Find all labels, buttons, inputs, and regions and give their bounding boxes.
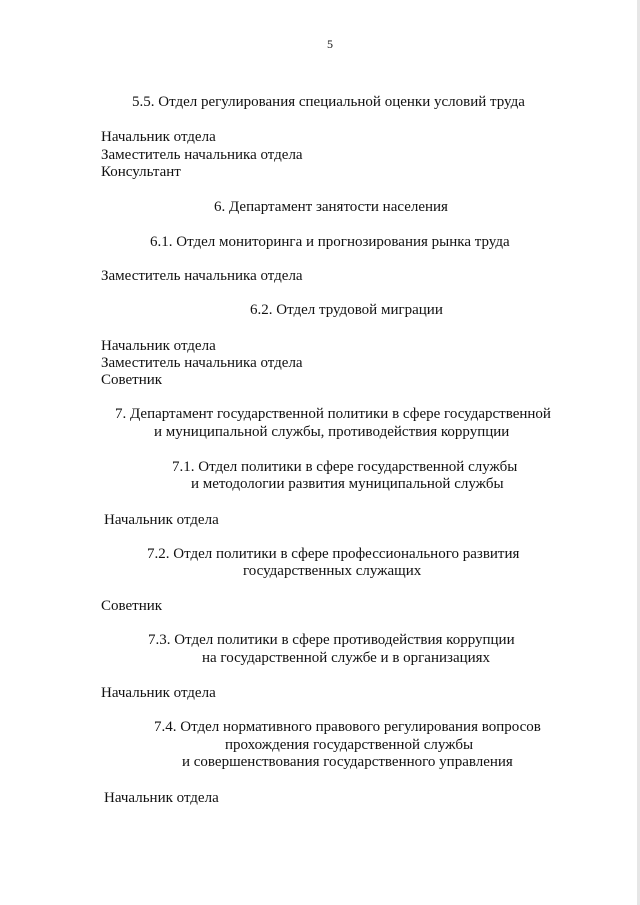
- section-heading-6-2: 6.2. Отдел трудовой миграции: [250, 302, 443, 318]
- section-heading-7-4-line2: прохождения государственной службы: [225, 737, 474, 753]
- position-item: Начальник отдела: [101, 685, 216, 701]
- position-item: Начальник отдела: [104, 790, 219, 806]
- page-number: 5: [327, 37, 333, 51]
- section-heading-7-2-line2: государственных служащих: [243, 563, 422, 579]
- section-heading-7-line2: и муниципальной службы, противодействия коррупции: [154, 424, 510, 440]
- position-item: Советник: [101, 372, 163, 388]
- position-item: Начальник отдела: [101, 338, 216, 354]
- position-item: Заместитель начальника отдела: [101, 147, 303, 163]
- section-heading-7-3-line2: на государственной службе и в организациях: [202, 650, 491, 666]
- position-item: Начальник отдела: [104, 512, 219, 528]
- position-item: Советник: [101, 598, 163, 614]
- section-heading-7-1-line2: и методологии развития муниципальной службы: [191, 476, 504, 492]
- section-heading-7-3-line1: 7.3. Отдел политики в сфере противодействия коррупции: [148, 632, 515, 648]
- position-item: Заместитель начальника отдела: [101, 355, 303, 371]
- position-item: Начальник отдела: [101, 129, 216, 145]
- section-heading-7-4-line1: 7.4. Отдел нормативного правового регулирования вопросов: [154, 719, 541, 735]
- position-item: Заместитель начальника отдела: [101, 268, 303, 284]
- section-heading-7-1-line1: 7.1. Отдел политики в сфере государственной службы: [172, 459, 518, 475]
- section-heading-7-4-line3: и совершенствования государственного управления: [182, 754, 513, 770]
- section-heading-7-2-line1: 7.2. Отдел политики в сфере профессионального развития: [147, 546, 520, 562]
- section-heading-7-line1: 7. Департамент государственной политики в сфере государственной: [115, 406, 551, 422]
- position-item: Консультант: [101, 164, 181, 180]
- section-heading-6: 6. Департамент занятости населения: [214, 199, 448, 215]
- section-heading-5-5: 5.5. Отдел регулирования специальной оценки условий труда: [132, 94, 525, 110]
- section-heading-6-1: 6.1. Отдел мониторинга и прогнозирования рынка труда: [150, 234, 510, 250]
